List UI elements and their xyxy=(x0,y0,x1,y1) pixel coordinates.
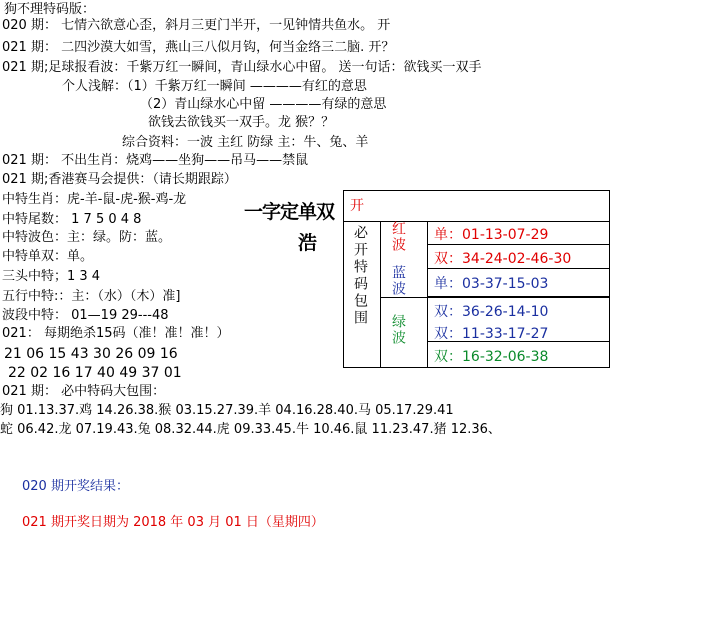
green-wave-label: 绿波 xyxy=(390,314,406,346)
box-row-text: 双：11-33-17-27 xyxy=(434,326,549,342)
box-row-text: 双：36-26-14-10 xyxy=(434,304,549,320)
line-range: 波段中特： 01—19 29---48 xyxy=(2,308,169,323)
box-row-text: 单：03-37-15-03 xyxy=(434,276,549,292)
line-interpretation-1: 个人浅解：（1）千紫万红一瞬间 ————有红的意思 xyxy=(62,79,367,94)
box-row xyxy=(428,221,609,245)
line-five-elements: 五行中特:：主：（水）（木）准] xyxy=(2,289,181,304)
box-left-label: 必开特码包围 xyxy=(352,225,368,327)
box-row-text: 双：16-32-06-38 xyxy=(434,349,549,365)
result-label: 020 期开奖结果： xyxy=(22,479,129,494)
box-row xyxy=(428,297,609,321)
line-021-poem: 021 期： 二四沙漠大如雪，燕山三八似月钩，何当金络三二脑. 开？ xyxy=(2,40,395,55)
line-zodiac: 中特生肖：虎-羊-鼠-虎-猴-鸡-龙 xyxy=(2,192,187,207)
box-header-label: 开 xyxy=(350,198,364,214)
box-divider xyxy=(380,297,609,298)
big-title-odd-even: 一字定单双 xyxy=(244,201,335,223)
box-row-text: 单：01-13-07-29 xyxy=(434,227,549,243)
box-wave-column xyxy=(380,221,428,367)
box-row xyxy=(428,319,609,343)
special-code-box xyxy=(343,190,610,368)
line-football: 021 期;足球报看波：千紫万红一瞬间，青山绿水心中留。 送一句话：欲钱买一双手 xyxy=(2,60,482,75)
doc-title: 狗不理特码版： xyxy=(4,2,96,17)
line-kill15: 021： 每期绝杀15码（准！准！准！） xyxy=(2,326,230,341)
box-left-column xyxy=(344,221,381,367)
box-row-text: 双：34-24-02-46-30 xyxy=(434,251,572,267)
line-zodiac-numbers-2: 蛇 06.42.龙 07.19.43.兔 08.32.44.虎 09.33.45.牛 10.46.鼠 11.23.47.猪 12.36、 xyxy=(0,422,501,437)
box-row xyxy=(428,269,609,297)
line-numbers-1: 21 06 15 43 30 26 09 16 xyxy=(4,346,178,362)
line-tail: 中特尾数： 1 7 5 0 4 8 xyxy=(2,212,142,227)
box-row xyxy=(428,341,609,367)
line-wave-color: 中特波色：主：绿。防：蓝。 xyxy=(2,230,172,245)
line-020-poem: 020 期： 七情六欲意心歪，斜月三更门半开，一见钟情共鱼水。 开 xyxy=(2,18,391,33)
draw-date: 021 期开奖日期为 2018 年 03 月 01 日（星期四） xyxy=(22,515,324,530)
red-wave-label: 红波 xyxy=(390,221,406,253)
line-surround: 021 期： 必中特码大包围： xyxy=(2,384,166,399)
line-head: 三头中特；1 3 4 xyxy=(2,269,101,284)
box-header xyxy=(344,191,609,222)
line-numbers-2: 22 02 16 17 40 49 37 01 xyxy=(8,365,182,381)
line-odd-even: 中特单双：单。 xyxy=(2,249,94,264)
line-interpretation-3: 欲钱去欲钱买一双手。龙 猴？？ xyxy=(148,115,335,130)
blue-wave-label: 蓝波 xyxy=(390,265,406,297)
line-excluded-zodiac: 021 期： 不出生肖：烧鸡——坐狗——吊马——禁鼠 xyxy=(2,153,309,168)
line-zodiac-numbers-1: 狗 01.13.37.鸡 14.26.38.猴 03.15.27.39.羊 04.16.28.40.马 05.17.29.41 xyxy=(0,403,454,418)
box-row xyxy=(428,245,609,269)
line-summary: 综合资料：一波 主红 防绿 主：牛、兔、羊 xyxy=(122,135,369,150)
big-title-hao: 浩 xyxy=(298,232,317,254)
line-interpretation-2: （2）青山绿水心中留 ————有绿的意思 xyxy=(140,97,387,112)
line-hk-jockey: 021 期;香港赛马会提供：（请长期跟踪） xyxy=(2,172,237,187)
